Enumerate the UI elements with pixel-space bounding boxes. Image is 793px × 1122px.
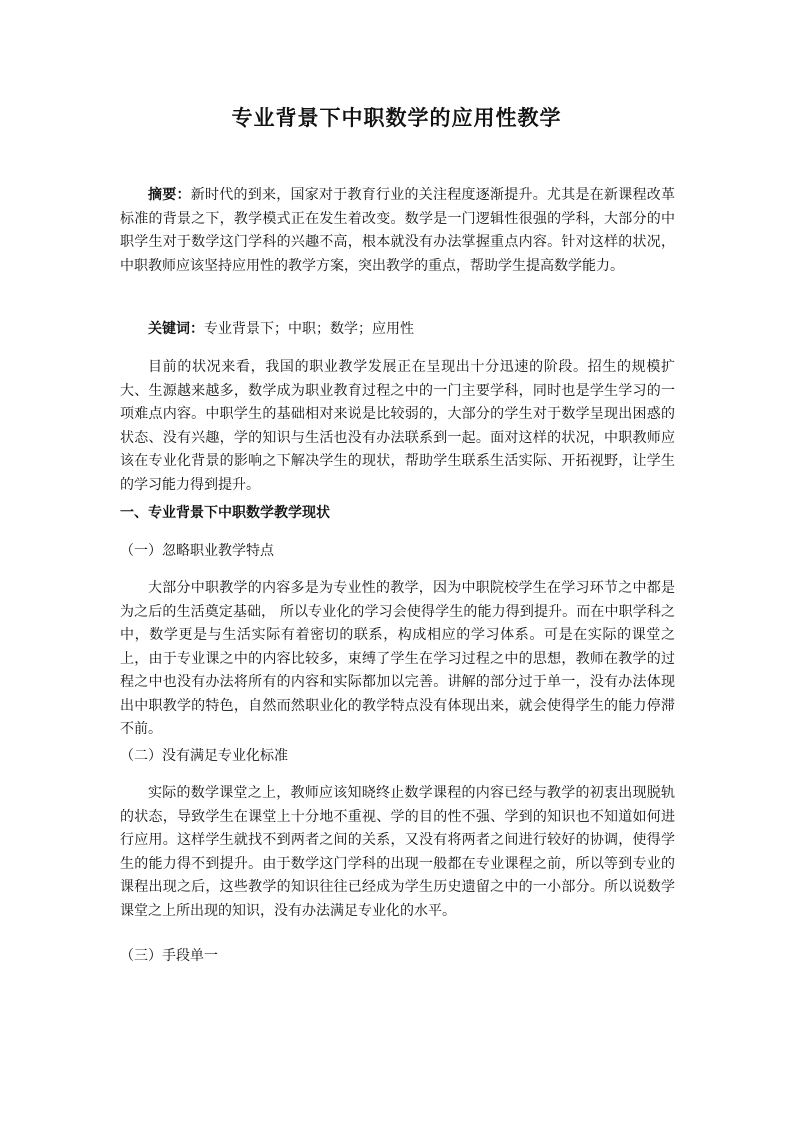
section-heading: 一、专业背景下中职数学教学现状 [120,505,330,521]
abstract-label: 摘要： [148,187,191,203]
subsection-heading-3: （三）手段单一 [120,948,218,964]
subsection-heading-1: （一）忽略职业教学特点 [120,543,274,559]
abstract-text: 新时代的到来，国家对于教育行业的关注程度逐渐提升。尤其是在新课程改革标准的背景之下，教学模式正在发生着改变。数学是一门逻辑性很强的学科，大部分的中职学生对于数学这门学科的兴趣不高，根本就没有办法掌握重点内容。针对这样的状况，中职教师应该坚持应用性的教学方案，突出教学的重点，帮助学生提高数学能力。 [120,187,675,274]
subsection-paragraph-2: 实际的数学课堂之上，教师应该知晓终止数学课程的内容已经与教学的初衷出现脱轨的状态，导致学生在课堂上十分地不重视、学的目的性不强、学到的知识也不知道如何进行应用。这样学生就找不到两者之间的关系，又没有将两者之间进行较好的协调，使得学生的能力得不到提升。由于数学这门学科的出现一般都在专业课程之前，所以等到专业的课程出现之后，这些教学的知识往往已经成为学生历史遗留之中的一小部分。所以说数学课堂之上所出现的知识，没有办法满足专业化的水平。 [120,785,675,919]
keywords-label: 关键词： [148,321,204,337]
intro-paragraph: 目前的状况来看，我国的职业教学发展正在呈现出十分迅速的阶段。招生的规模扩大、生源越来越多，数学成为职业教育过程之中的一门主要学科，同时也是学生学习的一项难点内容。中职学生的基础相对来说是比较弱的，大部分的学生对于数学呈现出困惑的状态、没有兴趣，学的知识与生活也没有办法联系到一起。面对这样的状况，中职教师应该在专业化背景的影响之下解决学生的现状，帮助学生联系生活实际、开拓视野，让学生的学习能力得到提升。 [120,359,675,493]
document-title: 专业背景下中职数学的应用性教学 [231,106,562,130]
keywords-paragraph [120,318,675,342]
keywords-text: 专业背景下；中职；数学；应用性 [204,321,414,337]
subsection-paragraph-1: 大部分中职教学的内容多是为专业性的教学，因为中职院校学生在学习环节之中都是为之后的生活奠定基础， 所以专业化的学习会使得学生的能力得到提升。而在中职学科之中，数学更是与生活实际有着密切的联系，构成相应的学习体系。可是在实际的课堂之上，由于专业课之中的内容比较多，束缚了学生在学习过程之中的思想，教师在教学的过程之中也没有办法将所有的内容和实际都加以完善。讲解的部分过于单一，没有办法体现出中职教学的特色，自然而然职业化的教学特点没有体现出来，就会使得学生的能力停滞不前。 [120,580,675,737]
subsection-heading-2: （二）没有满足专业化标准 [120,748,288,764]
abstract-paragraph [120,184,675,278]
